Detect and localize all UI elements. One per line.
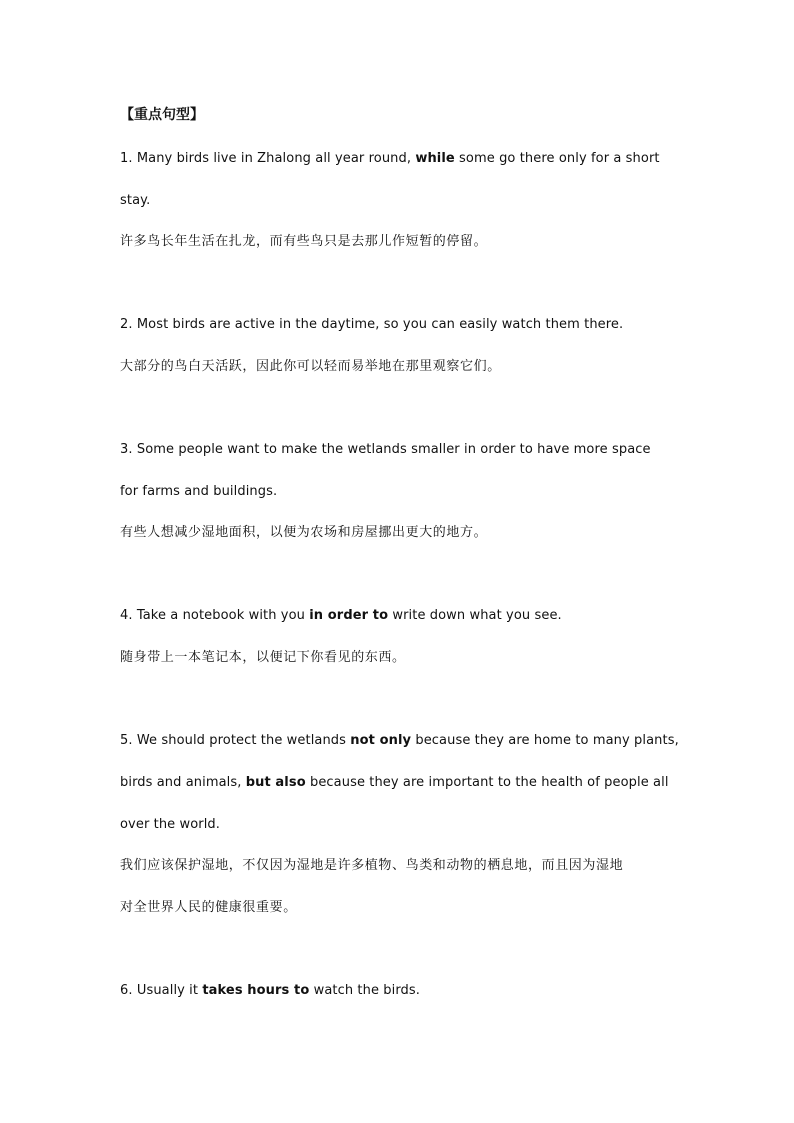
sentence-5-text-post: because they are home to many plants, <box>411 733 679 748</box>
sentence-5-line-3: over the world. <box>120 817 221 832</box>
sentence-1-line-2: stay. <box>120 193 151 208</box>
sentence-5-line-2-pre: birds and animals, <box>120 775 246 790</box>
sentence-1-translation: 许多鸟长年生活在扎龙，而有些鸟只是去那儿作短暂的停留。 <box>120 234 488 249</box>
sentence-4-line-1 <box>120 607 562 625</box>
sentence-5-line-2 <box>120 774 669 792</box>
sentence-1-line-1 <box>120 150 660 168</box>
sentence-6-text-post: watch the birds. <box>309 983 421 998</box>
sentence-4-text-post: write down what you see. <box>388 608 562 623</box>
sentence-5-keyword-2: but also <box>245 775 306 790</box>
sentence-4-text-pre: 4. Take a notebook with you <box>120 608 310 623</box>
sentence-4-keyword: in order to <box>309 608 389 623</box>
sentence-5-keyword-1: not only <box>350 733 412 748</box>
sentence-1-text-pre: 1. Many birds live in Zhalong all year round, <box>120 151 416 166</box>
sentence-1-text-post: some go there only for a short <box>454 151 660 166</box>
sentence-5-line-1 <box>120 732 679 750</box>
sentence-4-translation: 随身带上一本笔记本，以便记下你看见的东西。 <box>120 650 406 665</box>
sentence-5-text-pre: 5. We should protect the wetlands <box>120 733 351 748</box>
sentence-3-line-1: 3. Some people want to make the wetlands smaller in order to have more space <box>120 442 651 457</box>
sentence-1-keyword: while <box>415 151 455 166</box>
section-heading: 【重点句型】 <box>120 107 204 123</box>
sentence-5-translation-2: 对全世界人民的健康很重要。 <box>120 900 297 915</box>
sentence-3-translation: 有些人想减少湿地面积，以便为农场和房屋挪出更大的地方。 <box>120 525 488 540</box>
sentence-5-translation-1: 我们应该保护湿地，不仅因为湿地是许多植物、鸟类和动物的栖息地，而且因为湿地 <box>120 858 624 873</box>
sentence-2-translation: 大部分的鸟白天活跃，因此你可以轻而易举地在那里观察它们。 <box>120 359 501 374</box>
sentence-5-line-2-post: because they are important to the health of people all <box>305 775 669 790</box>
sentence-2-line-1: 2. Most birds are active in the daytime, so you can easily watch them there. <box>120 317 624 332</box>
sentence-6-keyword: takes hours to <box>202 983 310 998</box>
sentence-6-line-1 <box>120 982 420 1000</box>
sentence-3-line-2: for farms and buildings. <box>120 484 278 499</box>
sentence-6-text-pre: 6. Usually it <box>120 983 203 998</box>
